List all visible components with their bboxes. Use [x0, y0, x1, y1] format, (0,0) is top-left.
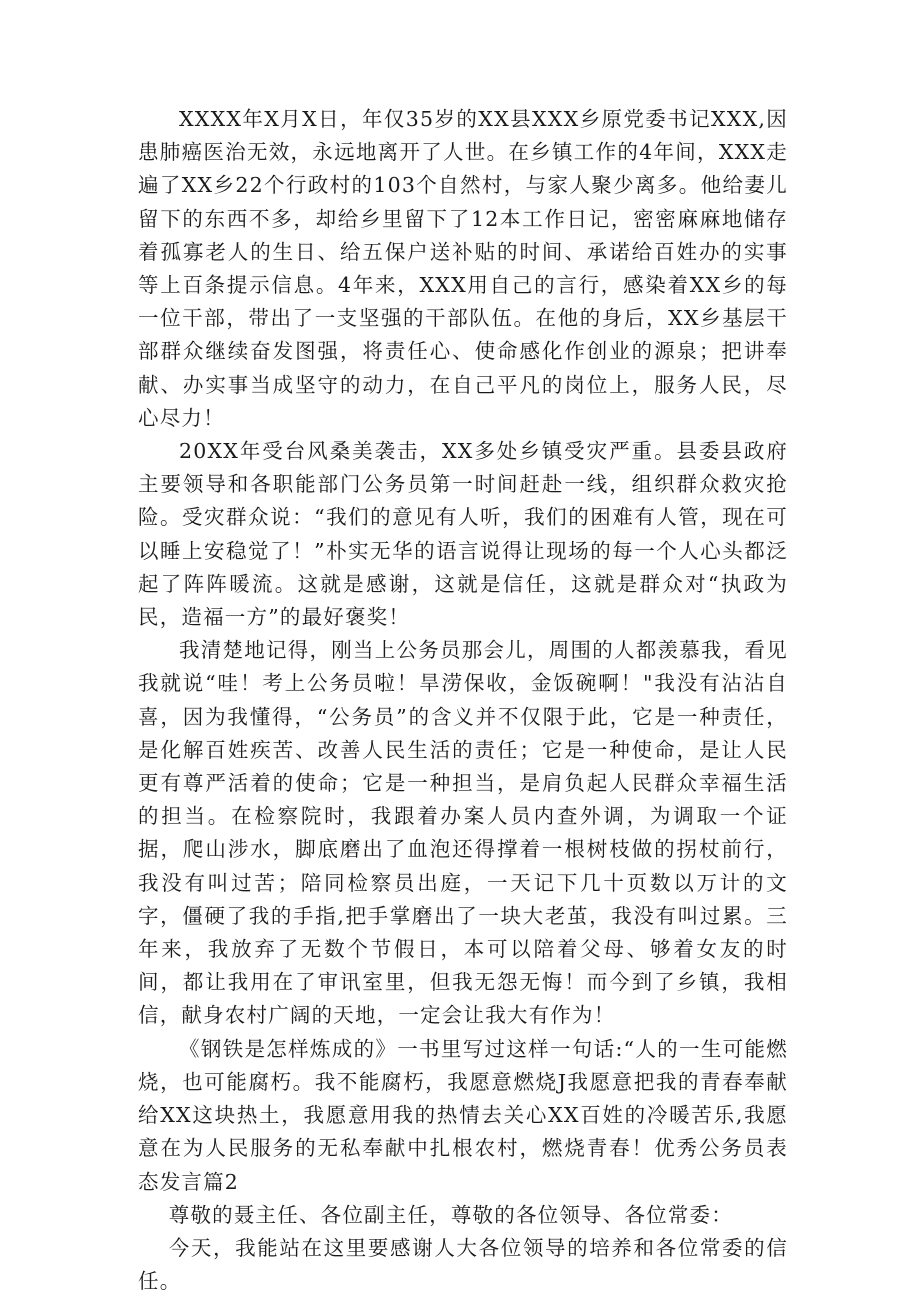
paragraph-quote: 《钢铁是怎样炼成的》一书里写过这样一句话:“人的一生可能燃烧，也可能腐朽。我不能腐朽，我愿意燃烧J我愿意把我的青春奉献给XX这块热土，我愿意用我的热情去关心XX百姓的冷暖苦乐,我愿意在为人民服务的无私奉献中扎根农村，燃烧青春！优秀公务员表态发言篇2 — [138, 1036, 788, 1194]
paragraph-personal-experience: 我清楚地记得，刚当上公务员那会儿，周围的人都羡慕我，看见我就说“哇！考上公务员啦！旱涝保收，金饭碗啊！"我没有沾沾自喜，因为我懂得，“公务员”的含义并不仅限于此，它是一种责任，是化解百姓疾苦、改善人民生活的责任；它是一种使命，是让人民更有尊严活着的使命；它是一种担当，是肩负起人民群众幸福生活的担当。在检察院时，我跟着办案人员内查外调，为调取一个证据，爬山涉水，脚底磨出了血泡还得撑着一根树枝做的拐杖前行，我没有叫过苦；陪同检察员出庭，一天记下几十页数以万计的文字，僵硬了我的手指,把手掌磨出了一块大老茧，我没有叫过累。三年来，我放弃了无数个节假日，本可以陪着父母、够着女友的时间，都让我用在了审讯室里，但我无怨无悔！而今到了乡镇，我相信，献身农村广阔的天地，一定会让我大有作为！ — [138, 638, 788, 1028]
paragraph-tribute: XXXX年X月X日，年仅35岁的XX县XXX乡原党委书记XXX,因患肺癌医治无效，永远地离开了人世。在乡镇工作的4年间，XXX走遍了XX乡22个行政村的103个自然村，与家人聚少离多。他给妻儿留下的东西不多，却给乡里留下了12本工作日记，密密麻麻地储存着孤寡老人的生日、给五保户送补贴的时间、承诺给百姓办的实事等上百条提示信息。4年来，XXX用自己的言行，感染着XX乡的每一位干部，带出了一支坚强的干部队伍。在他的身后，XX乡基层干部群众继续奋发图强，将责任心、使命感化作创业的源泉；把讲奉献、办实事当成坚守的动力，在自己平凡的岗位上，服务人民，尽心尽力！ — [138, 107, 788, 430]
document-page — [138, 103, 788, 1298]
paragraph-typhoon: 20XX年受台风桑美袭击，XX多处乡镇受灾严重。县委县政府主要领导和各职能部门公务员第一时间赶赴一线，组织群众救灾抢险。受灾群众说：“我们的意见有人听，我们的困难有人管，现在可以睡上安稳觉了！”朴实无华的语言说得让现场的每一个人心头都泛起了阵阵暖流。这就是感谢，这就是信任，这就是群众对“执政为民，造福一方”的最好褒奖！ — [138, 439, 788, 630]
paragraph-salutation: 尊敬的聂主任、各位副主任，尊敬的各位领导、各位常委： — [168, 1202, 733, 1227]
paragraph-opening: 今天，我能站在这里要感谢人大各位领导的培养和各位常委的信任。 — [138, 1235, 788, 1294]
